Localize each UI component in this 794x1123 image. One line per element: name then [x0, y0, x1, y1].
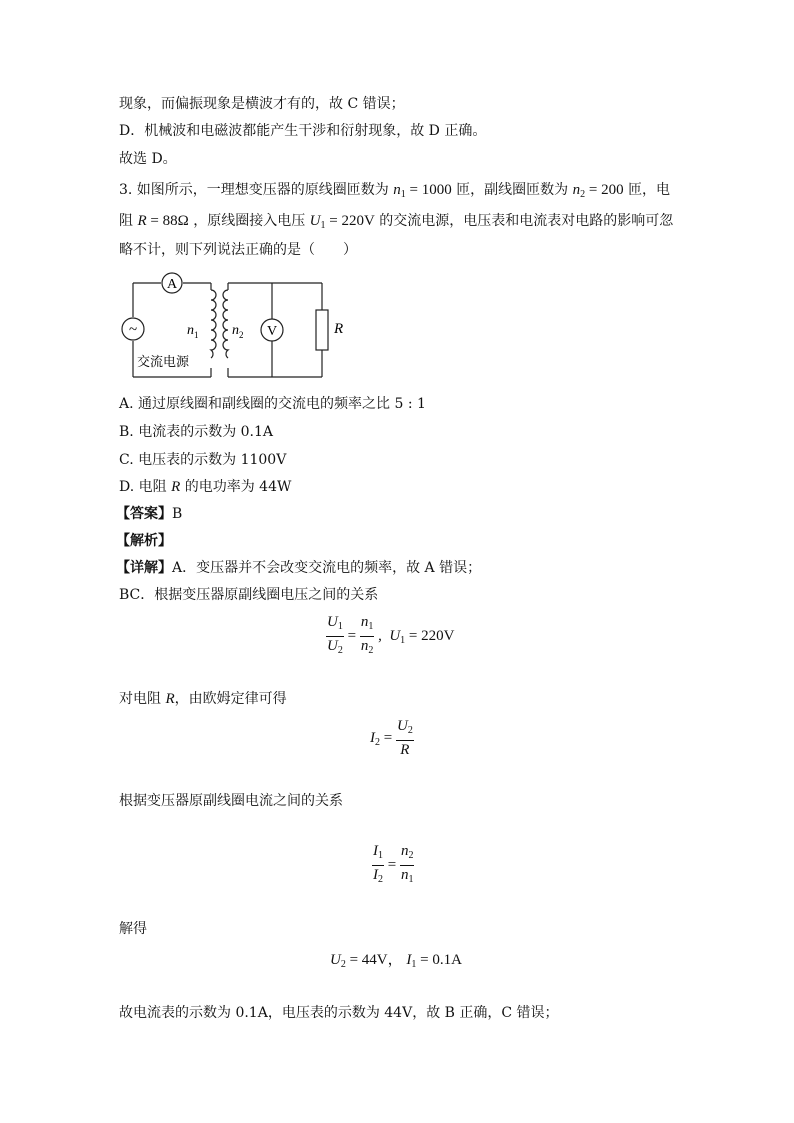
equation-current-ratio: $\frac{I_1}{I_2}$ = $\frac{n_2}{n_1}$ — [373, 843, 414, 885]
option-a: A. 通过原线圈和副线圈的交流电的频率之比 5 : 1 — [119, 396, 426, 412]
resistor-label: R — [334, 321, 344, 337]
option-c: C. 电压表的示数为 1100V — [119, 452, 287, 468]
ammeter-icon — [162, 273, 182, 293]
question-3-line-3: 略不计，则下列说法正确的是（ ） — [119, 242, 357, 258]
svg-text:V: V — [266, 324, 278, 339]
equation-ohm: $I_2$ = $\frac{U_2}{R}$ — [370, 718, 413, 758]
text-line-3: 故选 D。 — [119, 151, 177, 167]
ac-source-icon — [122, 318, 144, 340]
svg-text:A: A — [166, 277, 178, 292]
resistor-icon — [316, 310, 328, 350]
text-line-2: D．机械波和电磁波都能产生干涉和衍射现象，故 D 正确。 — [119, 123, 487, 139]
equation-voltage-ratio: $\frac{U_1}{U_2}$ = $\frac{n_1}{n_2}$ , $U_1 = 220V$ — [327, 614, 455, 656]
question-3-line-1: 3. 如图所示，一理想变压器的原线圈匝数为 $n_1 = 1000$ 匝，副线圈匝数为 $n_2 = 200$ 匝，电 — [119, 182, 671, 200]
ohm-line: 对电阻 R，由欧姆定律可得 — [119, 691, 287, 707]
transformer-circuit-diagram — [118, 270, 344, 385]
n2-label: $n_2$ — [232, 323, 244, 340]
svg-text:~: ~ — [128, 322, 138, 338]
solve-line: 解得 — [119, 921, 147, 937]
conclusion-line: 故电流表的示数为 0.1A，电压表的示数为 44V，故 B 正确，C 错误； — [119, 1005, 559, 1021]
detail-line: 【详解】A．变压器并不会改变交流电的频率，故 A 错误； — [116, 560, 482, 576]
question-3-line-2: 阻 R = 88Ω ，原线圈接入电压 $U_1 = 220V$ 的交流电源，电压表和电流表对电路的影响可忽 — [119, 213, 674, 231]
answer-line: 【答案】B — [116, 506, 183, 522]
current-relation-line: 根据变压器原副线圈电流之间的关系 — [119, 793, 343, 809]
bc-line: BC．根据变压器原副线圈电压之间的关系 — [119, 587, 379, 603]
source-label: 交流电源 — [137, 355, 190, 370]
text-line-1: 现象，而偏振现象是横波才有的，故 C 错误； — [119, 96, 405, 112]
option-d: D. 电阻 R 的电功率为 44W — [119, 479, 292, 495]
analysis-tag: 【解析】 — [116, 533, 172, 549]
n1-label: $n_1$ — [187, 323, 199, 340]
equation-result: $U_2 = 44V$， $I_1 = 0.1A$ — [330, 952, 462, 970]
voltmeter-icon — [261, 319, 283, 341]
option-b: B. 电流表的示数为 0.1A — [119, 424, 274, 440]
